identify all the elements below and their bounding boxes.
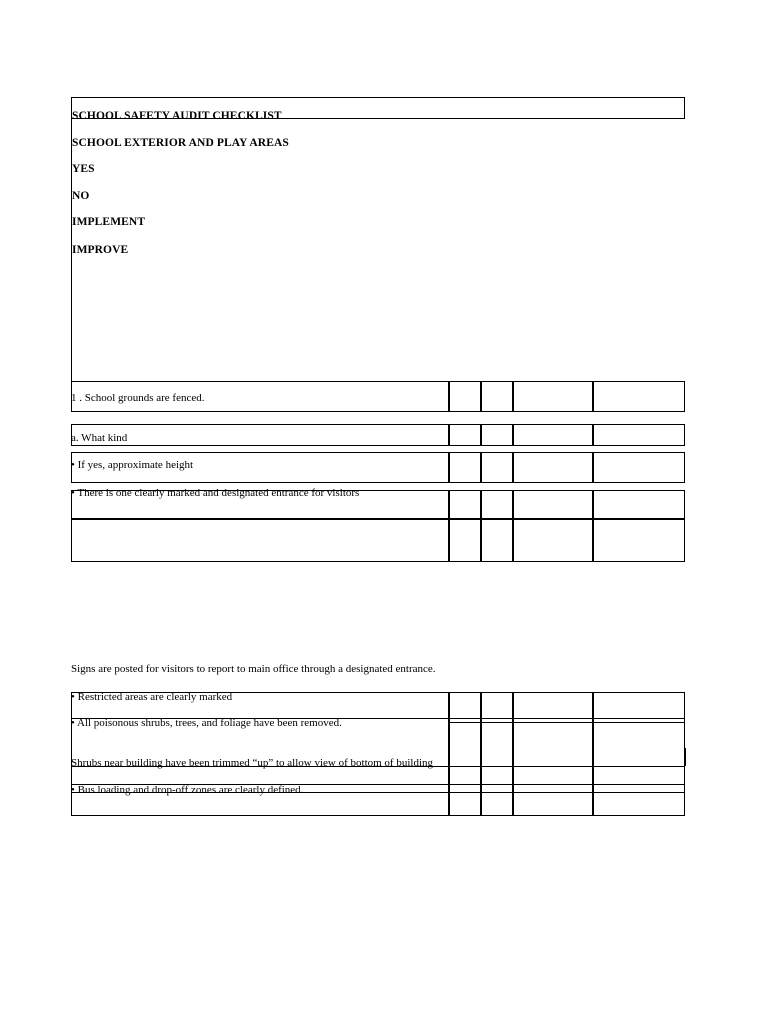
improve-cell[interactable] — [593, 424, 685, 446]
checklist-title: SCHOOL SAFETY AUDIT CHECKLIST — [72, 110, 282, 122]
improve-cell[interactable] — [593, 452, 685, 483]
yes-checkbox[interactable] — [449, 424, 481, 446]
item-text: • Bus loading and drop-off zones are clearly defined. — [71, 784, 304, 796]
implement-cell[interactable] — [513, 452, 593, 483]
improve-column[interactable] — [593, 692, 685, 816]
yes-checkbox[interactable] — [449, 490, 481, 519]
column-label-improve: IMPROVE — [72, 244, 129, 256]
improve-cell[interactable] — [593, 519, 685, 562]
yes-checkbox[interactable] — [449, 452, 481, 483]
improve-cell[interactable] — [593, 490, 685, 519]
no-column[interactable] — [481, 692, 513, 816]
column-label-yes: YES — [72, 163, 95, 175]
item-text: • Restricted areas are clearly marked — [71, 691, 233, 703]
column-label-no: NO — [72, 190, 90, 202]
no-checkbox[interactable] — [481, 519, 513, 562]
item-text: • If yes, approximate height — [71, 459, 194, 471]
item-cell — [71, 519, 449, 562]
right-edge — [684, 748, 686, 766]
item-text: Shrubs near building have been trimmed “up” to allow view of bottom of building — [71, 757, 434, 769]
implement-cell[interactable] — [513, 424, 593, 446]
implement-cell[interactable] — [513, 490, 593, 519]
item-text: • All poisonous shrubs, trees, and foliage have been removed. — [71, 717, 342, 729]
yes-checkbox[interactable] — [449, 381, 481, 412]
no-checkbox[interactable] — [481, 424, 513, 446]
no-checkbox[interactable] — [481, 381, 513, 412]
item-text: 1 . School grounds are fenced. — [71, 392, 205, 404]
implement-cell[interactable] — [513, 381, 593, 412]
yes-column[interactable] — [449, 692, 481, 816]
section-title: SCHOOL EXTERIOR AND PLAY AREAS — [72, 137, 289, 149]
row-divider — [449, 722, 685, 723]
implement-cell[interactable] — [513, 519, 593, 562]
item-text: a. What kind — [71, 432, 128, 444]
item-cell — [71, 692, 449, 816]
yes-checkbox[interactable] — [449, 519, 481, 562]
no-checkbox[interactable] — [481, 452, 513, 483]
improve-cell[interactable] — [593, 381, 685, 412]
item-text: • There is one clearly marked and designated entrance for visitors — [71, 487, 360, 499]
column-label-implement: IMPLEMENT — [72, 216, 146, 228]
item-cell — [71, 424, 449, 446]
no-checkbox[interactable] — [481, 490, 513, 519]
implement-column[interactable] — [513, 692, 593, 816]
visitor-signs-note: Signs are posted for visitors to report to main office through a designated entrance. — [71, 663, 436, 675]
